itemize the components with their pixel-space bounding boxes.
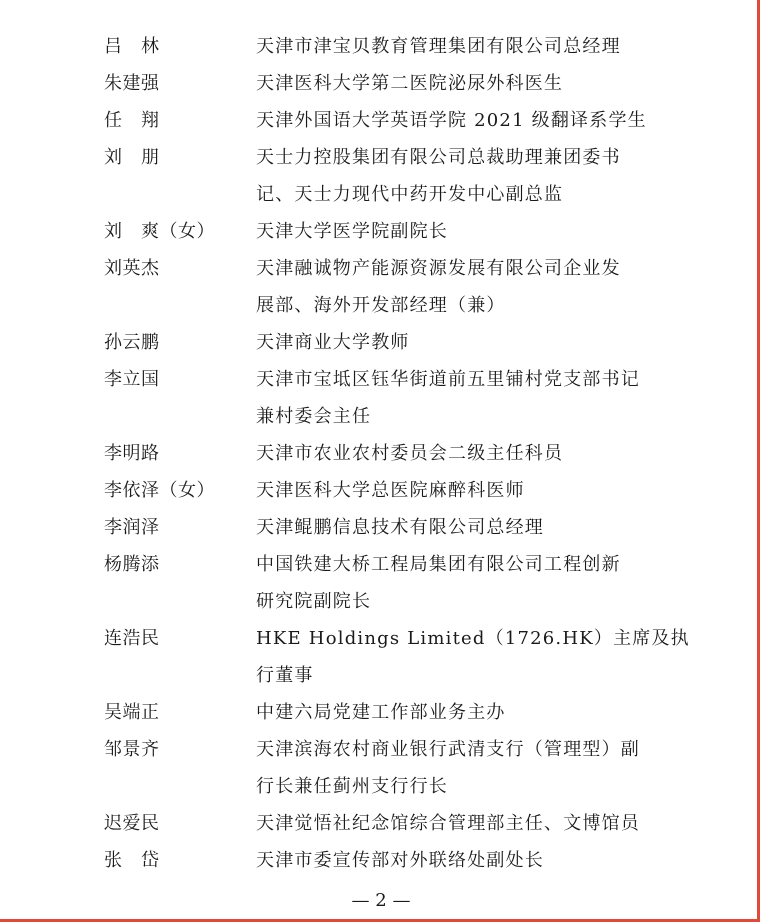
member-name: 吴端正 <box>104 702 160 723</box>
member-entry <box>0 139 762 213</box>
member-title <box>256 842 666 879</box>
member-title <box>256 694 666 731</box>
member-title-line: 天津市委宣传部对外联络处副处长 <box>256 850 544 871</box>
member-name: 吕 林 <box>104 36 160 57</box>
member-title-line: 记、天士力现代中药开发中心副总监 <box>256 184 564 205</box>
member-title-line: 天津医科大学第二医院泌尿外科医生 <box>256 73 564 94</box>
member-title-line: 中建六局党建工作部业务主办 <box>256 702 506 723</box>
member-entry <box>0 509 762 546</box>
member-name: 迟爱民 <box>104 813 160 834</box>
member-entry <box>0 842 762 879</box>
member-name: 连浩民 <box>104 628 160 649</box>
member-entry <box>0 694 762 731</box>
member-title-line: 天津市宝坻区钰华街道前五里铺村党支部书记 <box>256 369 640 390</box>
member-entry <box>0 213 762 250</box>
member-title <box>256 139 666 213</box>
member-entry <box>0 805 762 842</box>
member-title-line: 行董事 <box>256 665 314 686</box>
member-title <box>256 102 666 139</box>
member-title-line: 展部、海外开发部经理（兼） <box>256 295 506 316</box>
member-name: 李立国 <box>104 369 160 390</box>
member-name: 任 翔 <box>104 110 160 131</box>
member-title <box>256 620 690 694</box>
member-entry <box>0 361 762 435</box>
member-title-line: 天津大学医学院副院长 <box>256 221 448 242</box>
member-entry <box>0 250 762 324</box>
member-entry <box>0 731 762 805</box>
member-name: 李润泽 <box>104 517 160 538</box>
member-title-line: 天津市农业农村委员会二级主任科员 <box>256 443 564 464</box>
member-title <box>256 435 666 472</box>
member-title-line: 天士力控股集团有限公司总裁助理兼团委书 <box>256 147 621 168</box>
member-entry <box>0 546 762 620</box>
member-title-line: 研究院副院长 <box>256 591 372 612</box>
member-name: 邹景齐 <box>104 739 160 760</box>
member-entry <box>0 620 762 694</box>
member-title <box>256 805 666 842</box>
member-title-line: 天津鲲鹏信息技术有限公司总经理 <box>256 517 544 538</box>
member-name: 张 岱 <box>104 850 160 871</box>
page-number: — 2 — <box>351 890 411 911</box>
member-title-line: 中国铁建大桥工程局集团有限公司工程创新 <box>256 554 621 575</box>
member-title-line: HKE Holdings Limited（1726.HK）主席及执 <box>256 628 690 649</box>
member-title-line: 天津市津宝贝教育管理集团有限公司总经理 <box>256 36 621 57</box>
member-title-line: 天津医科大学总医院麻醉科医师 <box>256 480 525 501</box>
member-name: 刘 朋 <box>104 147 160 168</box>
member-name: 李依泽（女） <box>104 480 215 501</box>
member-title-line: 天津觉悟社纪念馆综合管理部主任、文博馆员 <box>256 813 640 834</box>
member-entry <box>0 324 762 361</box>
member-title <box>256 250 666 324</box>
member-title <box>256 361 666 435</box>
member-title-line: 天津滨海农村商业银行武清支行（管理型）副 <box>256 739 640 760</box>
member-name: 刘英杰 <box>104 258 160 279</box>
member-entry <box>0 28 762 65</box>
member-title <box>256 509 666 546</box>
member-name: 刘 爽（女） <box>104 221 215 242</box>
member-name: 李明路 <box>104 443 160 464</box>
member-entry <box>0 102 762 139</box>
member-title-line: 天津融诚物产能源资源发展有限公司企业发 <box>256 258 621 279</box>
member-entry <box>0 435 762 472</box>
member-name: 朱建强 <box>104 73 160 94</box>
member-title <box>256 324 666 361</box>
member-name: 孙云鹏 <box>104 332 160 353</box>
member-title-line: 天津外国语大学英语学院 2021 级翻译系学生 <box>256 110 647 131</box>
member-title <box>256 472 666 509</box>
member-entry <box>0 65 762 102</box>
member-title-line: 兼村委会主任 <box>256 406 372 427</box>
member-name: 杨腾添 <box>104 554 160 575</box>
member-title-line: 行长兼任蓟州支行行长 <box>256 776 448 797</box>
member-title <box>256 28 666 65</box>
member-title <box>256 65 666 102</box>
member-entry <box>0 472 762 509</box>
member-title <box>256 213 666 250</box>
member-list <box>0 28 762 879</box>
member-title <box>256 731 666 805</box>
member-title <box>256 546 666 620</box>
member-title-line: 天津商业大学教师 <box>256 332 410 353</box>
